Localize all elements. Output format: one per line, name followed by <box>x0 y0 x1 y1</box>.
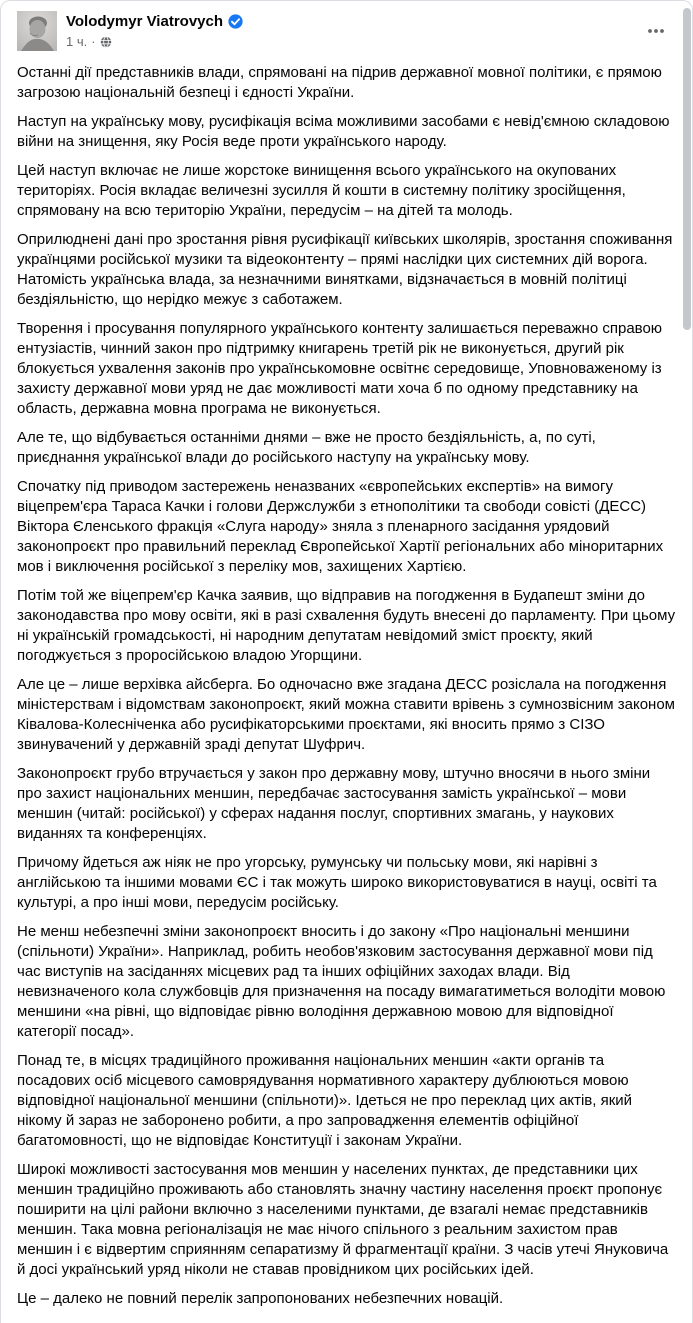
scrollbar[interactable] <box>681 0 693 1280</box>
post-paragraph: Оприлюднені дані про зростання рівня русифікації київських школярів, зростання споживання українцями російської музики та відеоконтенту – прямі наслідки цих системних дій ворога. Натомість українська влада, за незначними винятками, відзначається в мовній політиці бездіяльністю, що нерідко межує з саботажем. <box>17 231 673 308</box>
scrollbar-thumb[interactable] <box>683 8 691 330</box>
post-meta <box>66 33 640 50</box>
author-row <box>66 12 640 31</box>
post-paragraph: Цей наступ включає не лише жорстоке винищення всього українського на окупованих територіях. Росія вкладає величезні зусилля й кошти в системну політику зросійщення, спрямовану на всю територію України, передусім – на дітей та молодь. <box>17 162 626 219</box>
post-paragraph: Законопроєкт грубо втручається у закон про державну мову, штучно вносячи в нього зміни про захист національних меншин, передбачає застосування замість української – мови меншин (читай: російської) у сферах надання послуг, спортивних змагань, у наукових виданнях та конференціях. <box>17 765 651 842</box>
post-paragraph: Широкі можливості застосування мов меншин у населених пунктах, де представники цих меншин традиційно проживають або становлять значну частину населення проєкт пропонує поширити на цілі райони включно з населеними пунктами, де взагалі немає представників меншин. Така мовна регіоналізація не має нічого спільного з реальним захистом прав меншин і є відвертим сприянням сепаратизму й фрагментації країни. З часів утечі Януковича й досі український уряд ніколи не ставав провідником цих російських ідей. <box>17 1161 669 1278</box>
post-header <box>1 1 692 57</box>
post-paragraph: Потім той же віцепрем'єр Качка заявив, що відправив на погодження в Будапешт зміни до законодавства про мову освіти, які в разі схвалення будуть внесені до парламенту. При цьому ні українській громадськості, ні народним депутатам невідомий зміст проєкту, який погоджується з проросійською владою Угорщини. <box>17 587 676 664</box>
header-info <box>66 11 640 50</box>
post-paragraph: Наступ на українську мову, русифікація всіма можливими засобами є невід'ємною складовою війни на знищення, яку Росія веде проти українського народу. <box>17 113 670 150</box>
post-paragraph: Але те, що відбувається останніми днями – вже не просто бездіяльність, а, по суті, приєднання української влади до російського наступу на українську мову. <box>17 429 596 466</box>
post-paragraph: Понад те, в місцях традиційного проживання національних меншин «акти органів та посадових осіб місцевого самоврядування нормативного характеру дублюються мовою відповідної національної меншини (спільноти)». Ідеться не про переклад цих актів, який нікому й зараз не заборонено робити, а про запровадження елементів офіційної багатомовності, що не відповідає Конституції і законам України. <box>17 1052 633 1149</box>
post-paragraph: Але це – лише верхівка айсберга. Бо одночасно вже згадана ДЕСС розіслала на погодження міністерствам і відомствам законопроєкт, який можна ставити врівень з сумнозвісним законом Ківалова-Колесніченка або русифікаторськими проєктами, які вносить прямо з СІЗО звинувачений у державній зраді депутат Шуфрич. <box>17 676 675 753</box>
globe-icon <box>100 36 112 48</box>
post-paragraph: Не менш небезпечні зміни законопроєкт вносить і до закону «Про національні меншини (спільноти) України». Наприклад, робить необов'язковим застосування державної мови під час виступів на засіданнях місцевих рад та інших офіційних заходах влади. Від невизначеного кола службовців для призначення на посаду вимагатиметься володіти мовою меншини «на рівні, що відповідає рівню володіння державною мовою для відповідної категорії посад». <box>17 923 666 1040</box>
post-paragraph: Останні дії представників влади, спрямовані на підрив державної мовної політики, є прямою загрозою національній безпеці і єдності України. <box>17 64 662 101</box>
avatar-photo <box>17 11 57 51</box>
post-paragraph: Причому йдеться аж ніяк не про угорську, румунську чи польську мови, які нарівні з англійською та іншими мовами ЄС і так можуть широко використовуватися в науці, освіті та культурі, а про інші мови, передусім російську. <box>17 854 657 911</box>
ellipsis-icon <box>646 21 666 41</box>
post-options-button[interactable] <box>640 15 672 47</box>
avatar[interactable] <box>17 11 57 51</box>
verified-badge-icon <box>228 14 243 29</box>
author-name[interactable]: Volodymyr Viatrovych <box>66 13 224 30</box>
timestamp[interactable]: 1 ч. <box>66 34 88 49</box>
meta-separator: · <box>91 34 96 49</box>
post-paragraph: Це – далеко не повний перелік запропонованих небезпечних новацій. <box>17 1290 504 1307</box>
post-paragraph: Творення і просування популярного українського контенту залишається переважно справою ентузіастів, чинний закон про підтримку книгарень третій рік не виконується, другий рік блокується ухвалення законів про українськомовне освітнє середовище, Уповноваженому із захисту державної мови уряд не дає можливості мати хоча б по одному представнику на область, державна мовна програма не виконується. <box>17 320 663 417</box>
post-paragraph: Спочатку під приводом застережень неназваних «європейських експертів» на вимогу віцепрем'єра Тараса Качки і голови Держслужби з етнополітики та свободи совісті (ДЕСС) Віктора Єленського фракція «Слуга народу» зняла з пленарного засідання урядовий законопроєкт про правильний переклад Європейської Хартії регіональних або міноритарних мов і виключення російської з переліку мов, захищених Хартією. <box>17 478 664 575</box>
post-text <box>1 57 692 1323</box>
